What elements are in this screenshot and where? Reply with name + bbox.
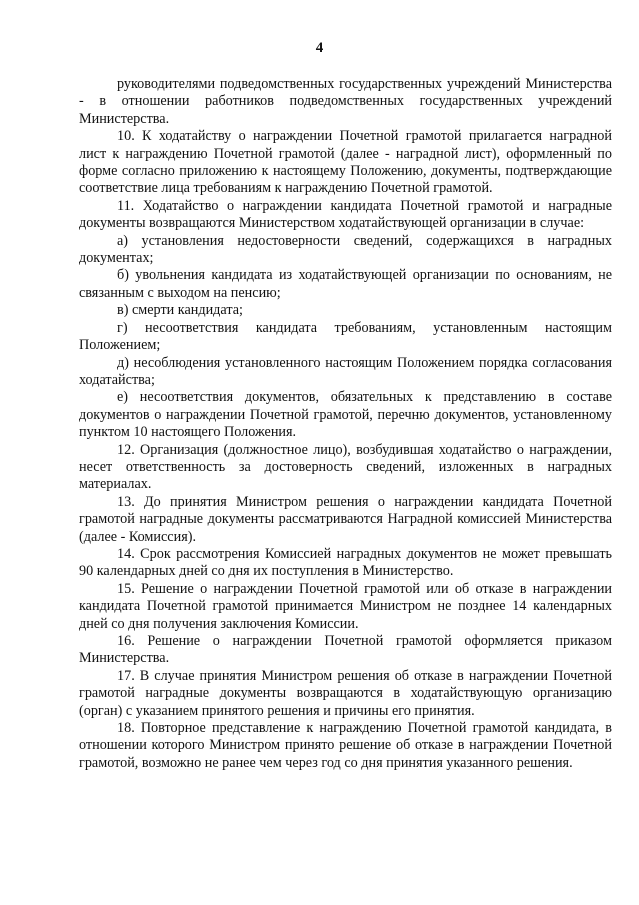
paragraph-11-a: а) установления недостоверности сведений, содержащихся в наградных документах;: [79, 232, 612, 267]
paragraph-14: 14. Срок рассмотрения Комиссией наградных документов не может превышать 90 календарных дней со дня их поступления в Министерство.: [79, 545, 612, 580]
paragraph-11-d: д) несоблюдения установленного настоящим Положением порядка согласования ходатайства;: [79, 354, 612, 388]
paragraph-12: 12. Организация (должностное лицо), возбудившая ходатайство о награждении, несет ответственность за достоверность сведений, изложенных в наградных материалах.: [79, 441, 612, 493]
paragraph-17: 17. В случае принятия Министром решения об отказе в награждении Почетной грамотой наградные документы возвращаются в ходатайствующую организацию (орган) с указанием принятого решения и причины его принятия.: [79, 667, 612, 719]
paragraph-11-b: б) увольнения кандидата из ходатайствующей организации по основаниям, не связанным с выходом на пенсию;: [79, 267, 612, 301]
paragraph-15: 15. Решение о награждении Почетной грамотой или об отказе в награждении кандидата Почетной грамотой принимается Министром не позднее 14 календарных дней со дня получения заключения Комиссии.: [79, 580, 612, 632]
paragraph-11-v: в) смерти кандидата;: [117, 302, 243, 319]
paragraph-11-g: г) несоответствия кандидата требованиям, установленным настоящим Положением;: [79, 319, 612, 354]
paragraph-16: 16. Решение о награждении Почетной грамотой оформляется приказом Министерства.: [79, 633, 612, 667]
paragraph-11: 11. Ходатайство о награждении кандидата Почетной грамотой и наградные документы возвращаются Министерством ходатайствующей организации в случае:: [79, 197, 612, 232]
document-body: [79, 76, 612, 772]
paragraph-13: 13. До принятия Министром решения о награждении кандидата Почетной грамотой наградные документы рассматриваются Наградной комиссией Министерства (далее - Комиссия).: [79, 493, 612, 545]
paragraph-intro: руководителями подведомственных государственных учреждений Министерства - в отношении работников подведомственных государственных учреждений Министерства.: [79, 76, 612, 127]
paragraph-18: 18. Повторное представление к награждению Почетной грамотой кандидата, в отношении которого Министром принято решение об отказе в награждении Почетной грамотой, возможно не ранее чем через год со дня принятия указанного решения.: [79, 720, 612, 771]
paragraph-10: 10. К ходатайству о награждении Почетной грамотой прилагается наградной лист к награждению Почетной грамотой (далее - наградной лист), оформленный по форме согласно приложению к настоящему Положению, документы, подтверждающие соответствие лица требованиям к награждению Почетной грамотой.: [79, 128, 612, 197]
paragraph-11-e: е) несоответствия документов, обязательных к представлению в составе документов о награждении Почетной грамотой, перечню документов, установленному пунктом 10 настоящего Положения.: [79, 389, 612, 441]
page-number: 4: [315, 40, 324, 56]
